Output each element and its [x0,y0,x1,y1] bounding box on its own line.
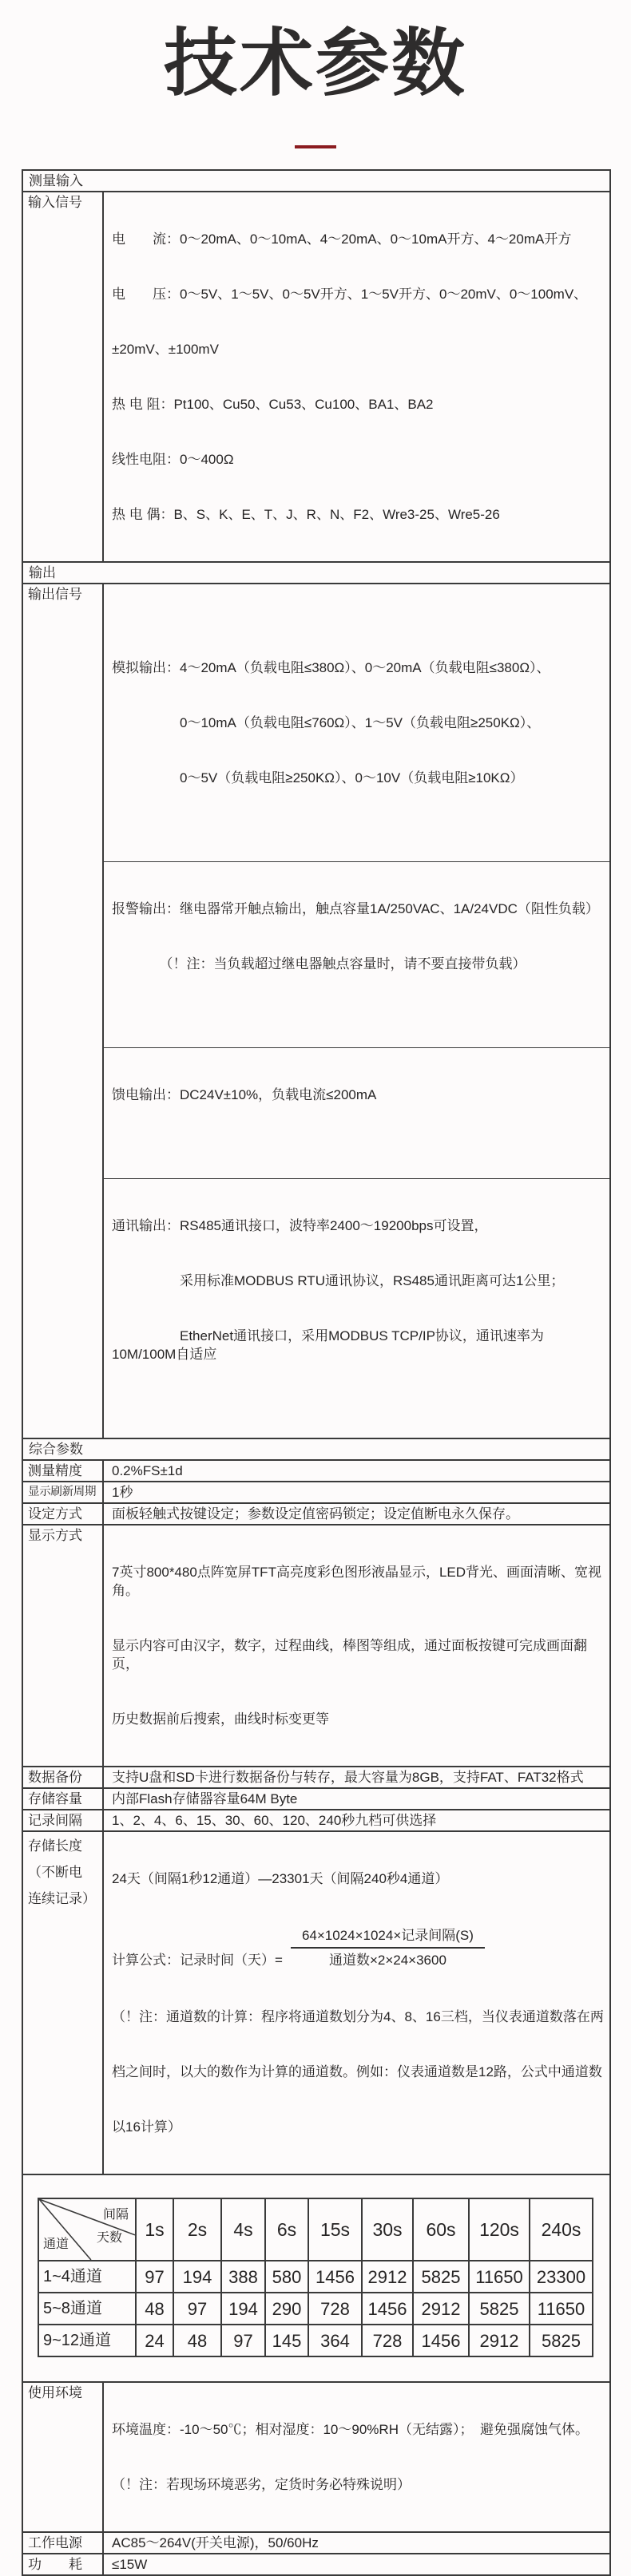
spec-table [22,169,611,2576]
text-line: 电 压：0～5V、1～5V、0～5V开方、1～5V开方、0～20mV、0～100mV、 [112,287,588,302]
value-cell: 728 [362,2325,413,2356]
text-line: （！注：当负载超过继电器触点容量时，请不要直接带负载） [112,956,526,971]
value-cell: 97 [221,2325,265,2356]
row-content: ≤15W [112,2557,148,2572]
col-header: 30s [362,2198,413,2261]
text-line: （不断电 [28,1865,82,1880]
text-line: 以16计算） [112,2119,181,2135]
section-header: 综合参数 [29,1442,83,1457]
value-cell: 48 [173,2325,221,2356]
text-line: 环境温度：-10～50℃；相对湿度：10～90%RH（无结露）； 避免强腐蚀气体。 [112,2422,589,2437]
row-content: 1、2、4、6、15、30、60、120、240秒九档可供选择 [112,1813,437,1828]
value-cell: 24 [136,2325,173,2356]
storage-range-line: 24天（间隔1秒12通道）—23301天（间隔240秒4通道） [112,1871,449,1886]
value-cell: 1456 [413,2325,469,2356]
value-cell: 290 [265,2293,308,2325]
formula [112,1926,606,1969]
channel-table [38,2198,593,2357]
text-line: 线性电阻：0～400Ω [112,452,234,467]
value-cell: 194 [173,2261,221,2293]
page-title: 技术参数 [163,23,467,105]
col-header: 1s [136,2198,173,2261]
row-display-method [23,1524,609,1766]
value-cell: 145 [265,2325,308,2356]
row-label: 测量精度 [23,1461,104,1481]
row-label: 存储容量 [23,1789,104,1809]
table-row [38,2261,593,2293]
text-line: 连续记录） [28,1891,96,1906]
text-line: 显示内容可由汉字，数字，过程曲线，棒图等组成，通过面板按键可完成画面翻页， [112,1638,587,1672]
value-cell: 1456 [362,2293,413,2325]
title-divider [295,145,336,148]
value-cell: 48 [136,2293,173,2325]
text-line: 通讯输出：RS485通讯接口，波特率2400～19200bps可设置， [112,1218,488,1233]
row-accuracy [23,1459,609,1481]
section-general [23,1438,609,1459]
row-power-supply [23,2531,609,2553]
value-cell: 194 [221,2293,265,2325]
value-cell: 364 [308,2325,362,2356]
table-row [38,2325,593,2356]
text-line: （！注：若现场环境恶劣，定货时务必特殊说明） [112,2477,411,2492]
section-header: 测量输入 [29,173,83,188]
row-content [104,1832,609,2174]
text-line: 采用标准MODBUS RTU通讯协议，RS485通讯距离可达1公里； [112,1273,565,1288]
col-header: 6s [265,2198,308,2261]
fraction-denominator: 通道数×2×24×3600 [328,1953,446,1968]
row-environment [23,2381,609,2531]
text-line: ±20mV、±100mV [112,342,219,357]
row-label-cell: 5~8通道 [38,2293,136,2325]
value-cell: 1456 [308,2261,362,2293]
col-header: 60s [413,2198,469,2261]
corner-cell [38,2198,136,2261]
comm-output-block [104,1178,609,1401]
row-storage-length [23,1830,609,2174]
row-content: 内部Flash存储器容量64M Byte [112,1791,298,1806]
section-header: 输出 [29,565,56,580]
value-cell: 2912 [469,2325,530,2356]
text-line: 报警输出：继电器常开触点输出，触点容量1A/250VAC、1A/24VDC（阻性负载） [112,901,599,916]
row-label: 功 耗 [23,2554,104,2574]
text-line: 模拟输出：4～20mA（负载电阻≤380Ω）、0～20mA（负载电阻≤380Ω）、 [112,660,550,675]
row-content [104,584,609,1438]
section-measure-input [23,171,609,191]
row-record-interval [23,1809,609,1830]
text-line: 0～5V（负载电阻≥250KΩ）、0～10V（负载电阻≥10KΩ） [112,770,524,785]
row-label: 使用环境 [23,2383,104,2531]
value-cell: 97 [136,2261,173,2293]
row-refresh-period [23,1481,609,1502]
text-line: 0～10mA（负载电阻≤760Ω）、1～5V（负载电阻≥250KΩ）、 [112,715,541,730]
col-header: 4s [221,2198,265,2261]
feed-output-block [104,1047,609,1142]
value-cell: 5825 [413,2261,469,2293]
row-label: 工作电源 [23,2533,104,2553]
row-label [23,1832,104,2174]
value-cell: 11650 [530,2293,593,2325]
fraction-numerator: 64×1024×1024×记录间隔(S) [291,1926,485,1949]
col-header: 240s [530,2198,593,2261]
text-line: 存储长度 [28,1838,82,1854]
row-data-backup [23,1766,609,1787]
row-content [104,1525,609,1766]
row-label: 显示刷新周期 [23,1482,104,1502]
value-cell: 23300 [530,2261,593,2293]
row-content [104,2383,609,2531]
row-input-signal [23,191,609,561]
corner-label-days: 天数 [96,2231,122,2245]
text-line: 热 电 阻：Pt100、Cu50、Cu53、Cu100、BA1、BA2 [112,397,434,412]
row-label-cell: 1~4通道 [38,2261,136,2293]
text-line: 7英寸800*480点阵宽屏TFT高亮度彩色图形液晶显示，LED背光、画面清晰、宽视角。 [112,1565,602,1598]
row-label-cell: 9~12通道 [38,2325,136,2356]
value-cell: 388 [221,2261,265,2293]
col-header: 15s [308,2198,362,2261]
text-line: 热 电 偶：B、S、K、E、T、J、R、N、F2、Wre3-25、Wre5-26 [112,507,500,522]
value-cell: 728 [308,2293,362,2325]
analog-output-block [104,621,609,825]
value-cell: 97 [173,2293,221,2325]
row-content [104,192,609,561]
text-line: EtherNet通讯接口，采用MODBUS TCP/IP协议，通讯速率为10M/100M自适应 [112,1328,544,1362]
value-cell: 5825 [469,2293,530,2325]
text-line: （！注：通道数的计算：程序将通道数划分为4、8、16三档，当仪表通道数落在两 [112,2009,604,2024]
table-row [38,2293,593,2325]
channel-table-header-row [38,2198,593,2261]
row-content: AC85～264V(开关电源)，50/60Hz [112,2535,319,2550]
value-cell: 5825 [530,2325,593,2356]
row-power-consumption [23,2553,609,2574]
text-line: 档之间时，以大的数作为计算的通道数。例如：仪表通道数是12路，公式中通道数 [112,2064,602,2079]
section-output [23,561,609,583]
row-output-signal [23,583,609,1438]
row-label: 记录间隔 [23,1810,104,1830]
formula-fraction [291,1926,485,1969]
row-storage-capacity [23,1787,609,1809]
formula-prefix: 计算公式：记录时间（天）= [112,1953,283,1968]
row-content: 0.2%FS±1d [112,1463,183,1478]
col-header: 2s [173,2198,221,2261]
value-cell: 11650 [469,2261,530,2293]
row-label: 数据备份 [23,1767,104,1787]
text-line: 馈电输出：DC24V±10%，负载电流≤200mA [112,1087,377,1102]
corner-label-interval: 间隔 [102,2208,129,2222]
value-cell: 2912 [413,2293,469,2325]
text-line: 历史数据前后搜索，曲线时标变更等 [112,1711,329,1727]
alarm-output-block [104,861,609,1011]
row-label: 显示方式 [23,1525,104,1766]
row-content: 面板轻触式按键设定；参数设定值密码锁定；设定值断电永久保存。 [112,1506,519,1521]
row-label: 输入信号 [23,192,104,561]
text-line: 电 流：0～20mA、0～10mA、4～20mA、0～10mA开方、4～20mA开方 [112,231,572,247]
row-channel-table [23,2174,609,2381]
col-header: 120s [469,2198,530,2261]
row-label: 设定方式 [23,1504,104,1524]
value-cell: 2912 [362,2261,413,2293]
row-label: 输出信号 [23,584,104,1438]
row-setting-method [23,1502,609,1524]
value-cell: 580 [265,2261,308,2293]
row-content: 支持U盘和SD卡进行数据备份与转存，最大容量为8GB，支持FAT、FAT32格式 [112,1770,584,1785]
corner-label-channel: 通道 [43,2238,69,2251]
row-content: 1秒 [112,1485,133,1500]
channel-table-wrap [23,2175,609,2381]
